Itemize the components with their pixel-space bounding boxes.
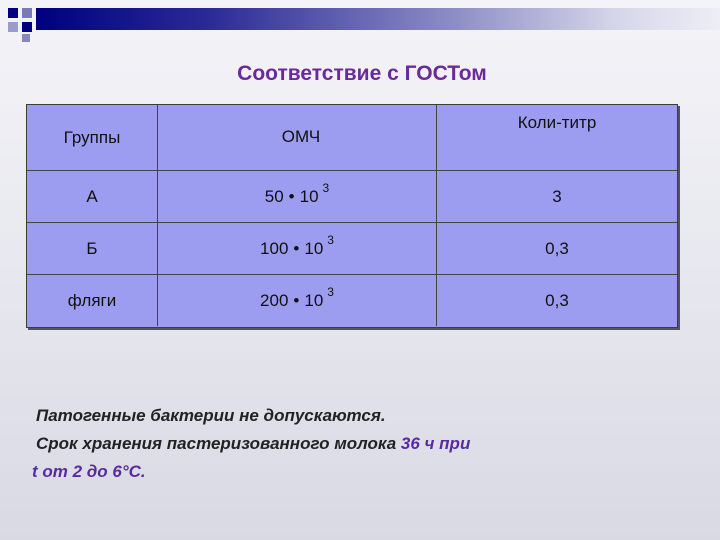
omch-cell	[158, 171, 437, 222]
omch-base: 50	[264, 186, 284, 206]
omch-power-base: 10	[299, 186, 319, 206]
omch-cell	[158, 223, 437, 274]
group-cell: Б	[27, 223, 158, 274]
header-omch-label: ОМЧ	[281, 127, 321, 146]
gost-table	[26, 104, 678, 328]
omch-exponent: 3	[322, 180, 330, 195]
decorative-square	[22, 22, 32, 32]
header-omch	[158, 105, 437, 170]
omch-power-base: 10	[304, 238, 324, 258]
decorative-square	[22, 34, 30, 42]
multiply-sign: •	[293, 290, 300, 310]
note-storage-temperature: t от 2 до 6°С.	[32, 462, 146, 481]
notes-block	[32, 402, 692, 486]
coli-cell: 0,3	[545, 290, 569, 310]
header-coli-titer: Коли-титр	[517, 113, 597, 132]
coli-cell: 3	[552, 186, 562, 206]
slide-title: Соответствие с ГОСТом	[237, 62, 487, 85]
multiply-sign: •	[288, 186, 295, 206]
table-row	[27, 223, 677, 275]
omch-base: 100	[260, 238, 289, 258]
omch-power-base: 10	[304, 290, 324, 310]
note-storage-duration: 36 ч при	[400, 434, 471, 453]
note-storage-text: Срок хранения пастеризованного молока	[36, 434, 401, 453]
omch-cell	[158, 275, 437, 326]
note-pathogens: Патогенные бактерии не допускаются.	[36, 406, 386, 425]
header-groups: Группы	[27, 105, 158, 170]
decorative-square	[8, 8, 18, 18]
decorative-square	[22, 8, 32, 18]
omch-base: 200	[260, 290, 289, 310]
group-cell: А	[27, 171, 158, 222]
table-row	[27, 275, 677, 326]
table-header-row	[27, 105, 677, 171]
decorative-square	[8, 22, 18, 32]
multiply-sign: •	[293, 238, 300, 258]
group-cell: фляги	[27, 275, 158, 326]
omch-exponent: 3	[327, 284, 334, 299]
note-storage	[32, 430, 692, 458]
omch-exponent: 3	[327, 232, 334, 247]
coli-cell: 0,3	[545, 238, 569, 258]
top-decorative-band	[36, 8, 720, 30]
table-row	[27, 171, 677, 223]
